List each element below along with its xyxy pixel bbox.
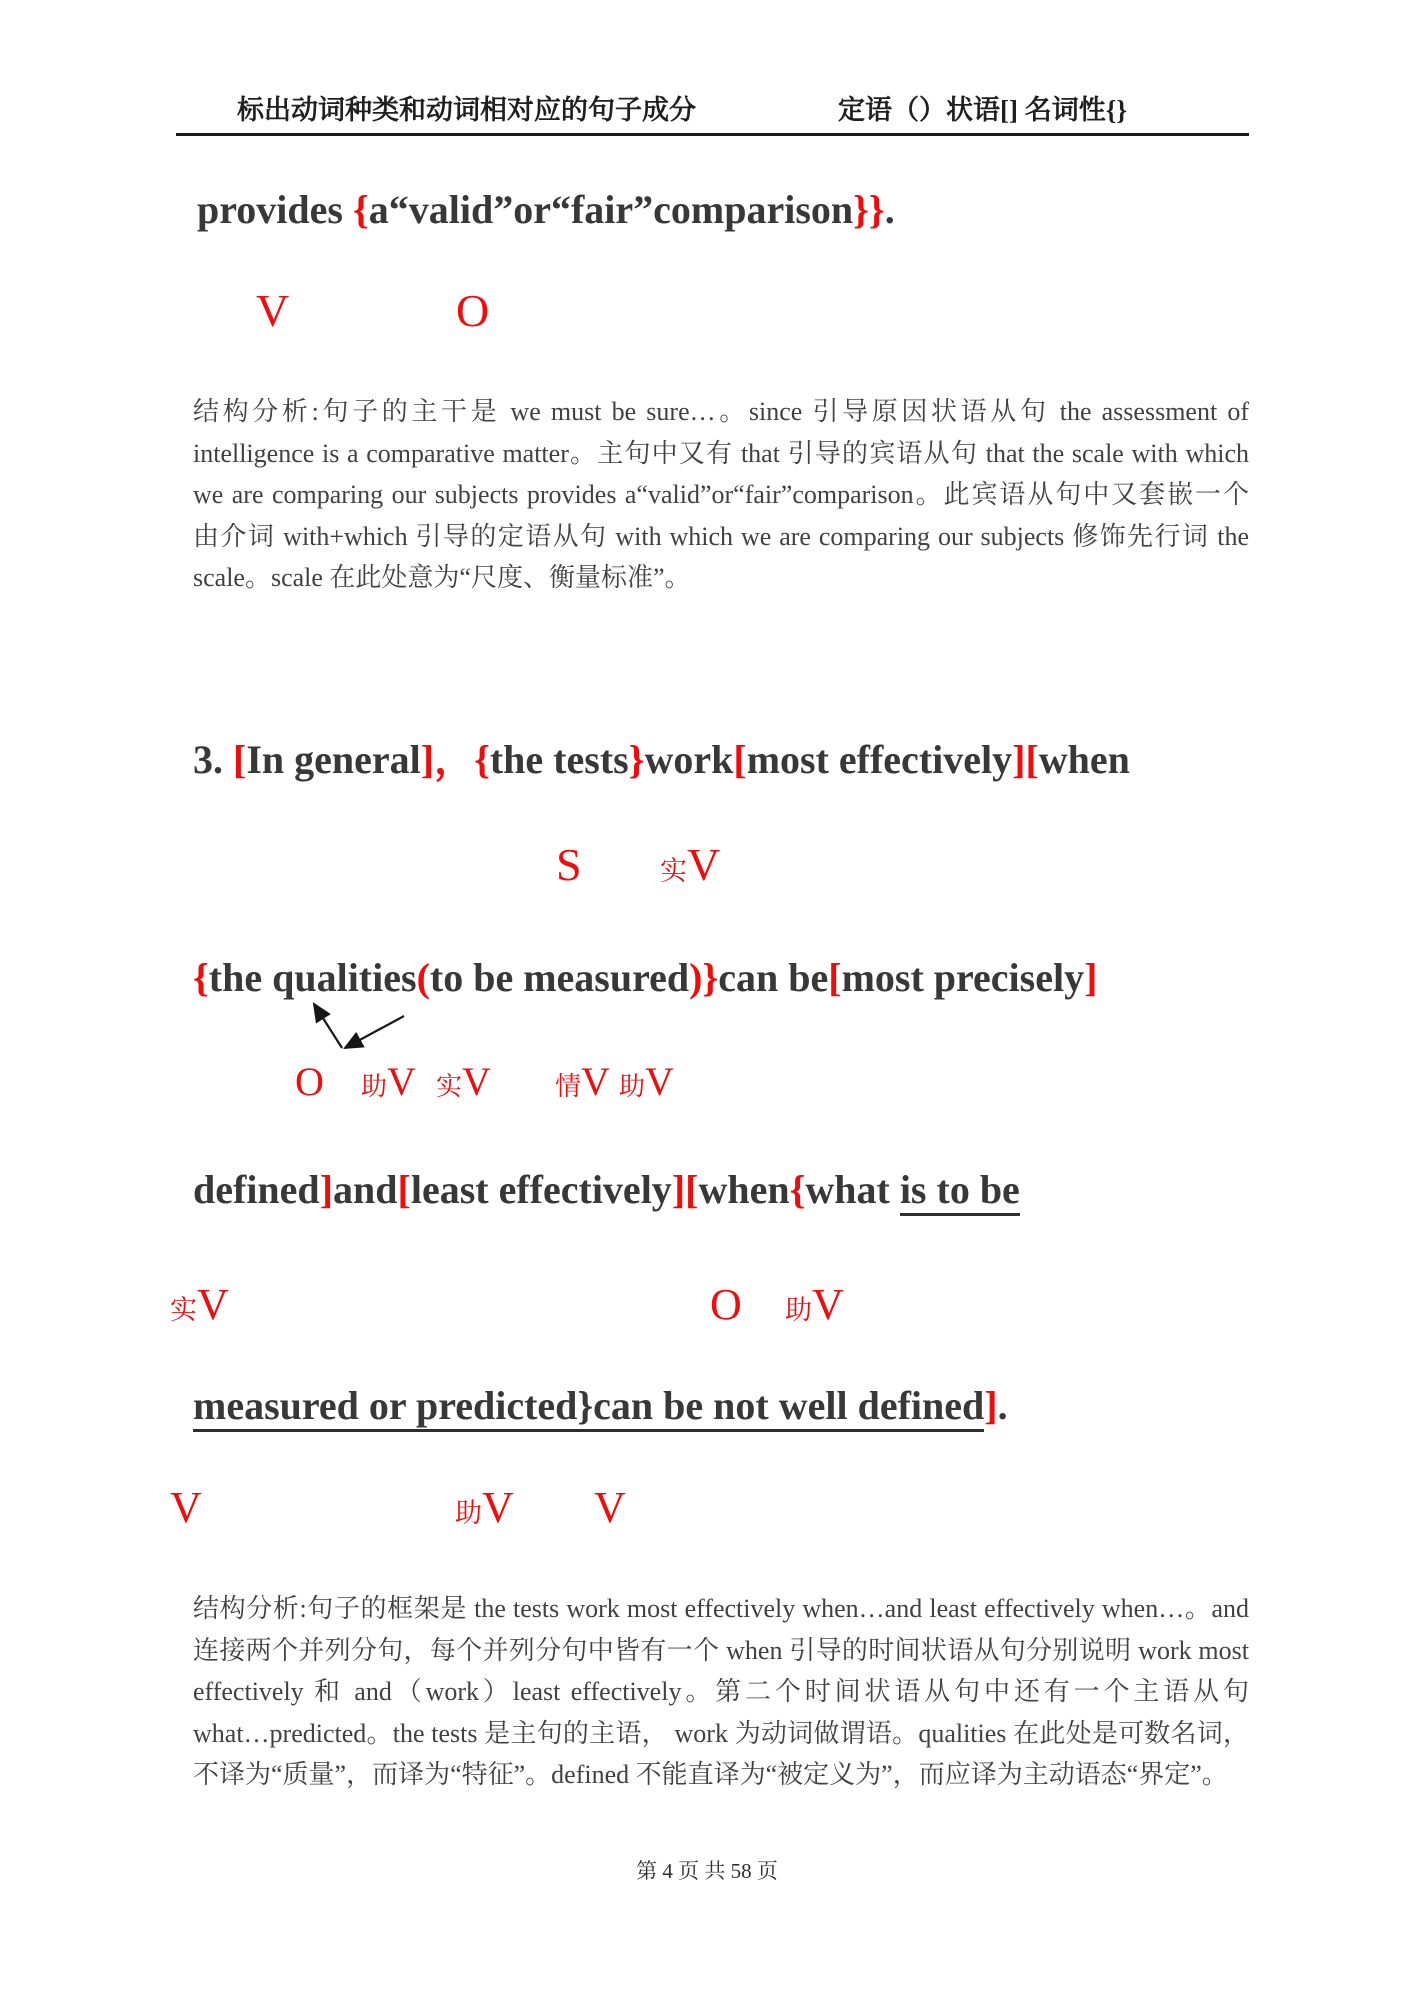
sentence-segment: ][ [671, 1167, 699, 1212]
grammar-label-letter: V [256, 285, 290, 336]
sentence-segment: can be [718, 955, 829, 1000]
sentence-segment: most precisely [841, 955, 1085, 1000]
grammar-label-prefix: 实 [436, 1072, 463, 1101]
sentence-segment: measured or predicted}can be not well defined [193, 1383, 984, 1432]
grammar-label-letter: V [687, 839, 721, 890]
grammar-label-o [456, 285, 490, 336]
sentence-segment: a“valid”or“fair”comparison [368, 187, 854, 232]
grammar-label-prefix: 实 [660, 856, 687, 886]
grammar-label-zhu-v [785, 1280, 844, 1329]
grammar-label-letter: V [581, 1059, 610, 1104]
analysis-line: intelligence is a comparative matter。主句中又有 that 引导的宾语从句 that the scale with which [193, 438, 1249, 468]
grammar-label-letter: V [462, 1059, 491, 1104]
grammar-label-shi-v [660, 839, 721, 890]
sentence-segment: { [193, 955, 209, 1000]
header-annotation-legend: 定语（）状语[] 名词性{} [838, 95, 1128, 125]
grammar-label-v [256, 285, 290, 336]
sentence-segment: [ [733, 737, 747, 782]
header-left-instruction: 标出动词种类和动词相对应的句子成分 [237, 95, 696, 125]
sentence-segment: [ [828, 955, 842, 1000]
sentence-segment: 3. [193, 737, 233, 782]
sentence-segment: when [698, 1167, 790, 1212]
sentence-segment: [ [233, 737, 247, 782]
sentence-segment: ] [319, 1167, 334, 1212]
analysis-line: 不译为“质量”，而译为“特征”。defined 不能直译为“被定义为”，而应译为主动语态“界定”。 [193, 1760, 1228, 1790]
sentence-segment: In general [246, 737, 421, 782]
sentence-segment: and [333, 1167, 398, 1212]
sentence-segment: { [789, 1167, 806, 1212]
sentence-segment: the tests [489, 737, 629, 782]
grammar-label-zhu-v [455, 1483, 514, 1532]
grammar-label-zhu-v [619, 1059, 674, 1104]
sentence-segment: work [644, 737, 734, 782]
grammar-label-letter: V [482, 1483, 514, 1532]
analysis-line: 连接两个并列分句，每个并列分句中皆有一个 when 引导的时间状语从句分别说明 work most [193, 1635, 1249, 1665]
sentence-segment: )} [689, 955, 719, 1000]
sentence-segment: what [805, 1167, 900, 1212]
header-divider-rule [176, 133, 1249, 136]
sentence-segment: ] [1084, 955, 1098, 1000]
sentence-segment: when [1038, 737, 1130, 782]
grammar-label-letter: O [295, 1059, 324, 1104]
analysis-line: scale。scale 在此处意为“尺度、衡量标准”。 [193, 563, 691, 593]
grammar-label-letter: S [556, 839, 582, 890]
analysis-line: what…predicted。the tests 是主句的主语， work 为动词做谓语。qualities 在此处是可数名词， [193, 1718, 1249, 1748]
grammar-label-v [594, 1483, 626, 1532]
sentence-segment: least effectively [410, 1167, 672, 1212]
grammar-label-o [710, 1280, 742, 1329]
grammar-label-s [556, 839, 582, 890]
grammar-label-prefix: 助 [619, 1072, 646, 1101]
structure-analysis-2 [193, 1588, 1249, 1796]
sentence-segment: { [352, 187, 369, 232]
sentence-segment: . [997, 1383, 1008, 1428]
grammar-label-letter: V [594, 1483, 626, 1532]
sentence-segment: most effectively [746, 737, 1013, 782]
sentence-segment: is to be [900, 1167, 1020, 1216]
modifier-arrow-icon [288, 992, 428, 1062]
analysis-line: 结构分析:句子的框架是 the tests work most effectively when…and least effectively when…。and [193, 1594, 1249, 1623]
grammar-label-letter: V [645, 1059, 674, 1104]
sentence-segment: provides [197, 187, 353, 232]
grammar-label-shi-v [436, 1059, 491, 1104]
sentence-3-line-1 [193, 735, 1130, 785]
grammar-label-letter: O [456, 285, 490, 336]
sentence-segment: ]，{ [420, 737, 490, 782]
grammar-label-letter: V [387, 1059, 416, 1104]
sentence-segment: } [628, 737, 645, 782]
structure-analysis-1 [193, 391, 1249, 599]
sentence-segment: the qualities [208, 955, 417, 1000]
sentence-segment: ] [984, 1383, 998, 1428]
grammar-label-letter: V [197, 1280, 229, 1329]
analysis-line: effectively 和 and（work）least effectively。第二个时间状语从句中还有一个主语从句 [193, 1677, 1249, 1707]
grammar-label-shi-v [170, 1280, 229, 1329]
grammar-label-zhu-v [361, 1059, 416, 1104]
grammar-label-prefix: 情 [555, 1072, 582, 1101]
sentence-segment: ][ [1012, 737, 1039, 782]
sentence-3-line-3 [193, 1165, 1020, 1215]
grammar-label-letter: O [710, 1280, 742, 1329]
grammar-label-letter: V [812, 1280, 844, 1329]
grammar-label-letter: V [170, 1483, 202, 1532]
grammar-label-qing-v [555, 1059, 610, 1104]
grammar-label-prefix: 助 [361, 1072, 388, 1101]
grammar-label-o [295, 1059, 324, 1104]
sentence-segment: [ [397, 1167, 411, 1212]
analysis-line: 由介词 with+which 引导的定语从句 with which we are comparing our subjects 修饰先行词 the [193, 521, 1249, 551]
sentence-segment: }} [853, 187, 885, 232]
grammar-label-prefix: 助 [455, 1498, 482, 1528]
sentence-segment: to be measured [429, 955, 690, 1000]
grammar-label-v [170, 1483, 202, 1532]
page-number-footer: 第 4 页 共 58 页 [636, 1859, 778, 1883]
analysis-line: 结构分析:句子的主干是 we must be sure…。since 引导原因状语从句 the assessment of [193, 397, 1249, 426]
sentence-3-line-4 [193, 1381, 1008, 1431]
grammar-label-prefix: 助 [785, 1295, 812, 1325]
sentence-segment: . [884, 187, 895, 232]
sentence-segment: ( [416, 955, 430, 1000]
sentence-2-continuation [197, 185, 895, 235]
grammar-label-prefix: 实 [170, 1295, 197, 1325]
sentence-segment: defined [193, 1167, 320, 1212]
analysis-line: we are comparing our subjects provides a“valid”or“fair”comparison。此宾语从句中又套嵌一个 [193, 480, 1249, 510]
